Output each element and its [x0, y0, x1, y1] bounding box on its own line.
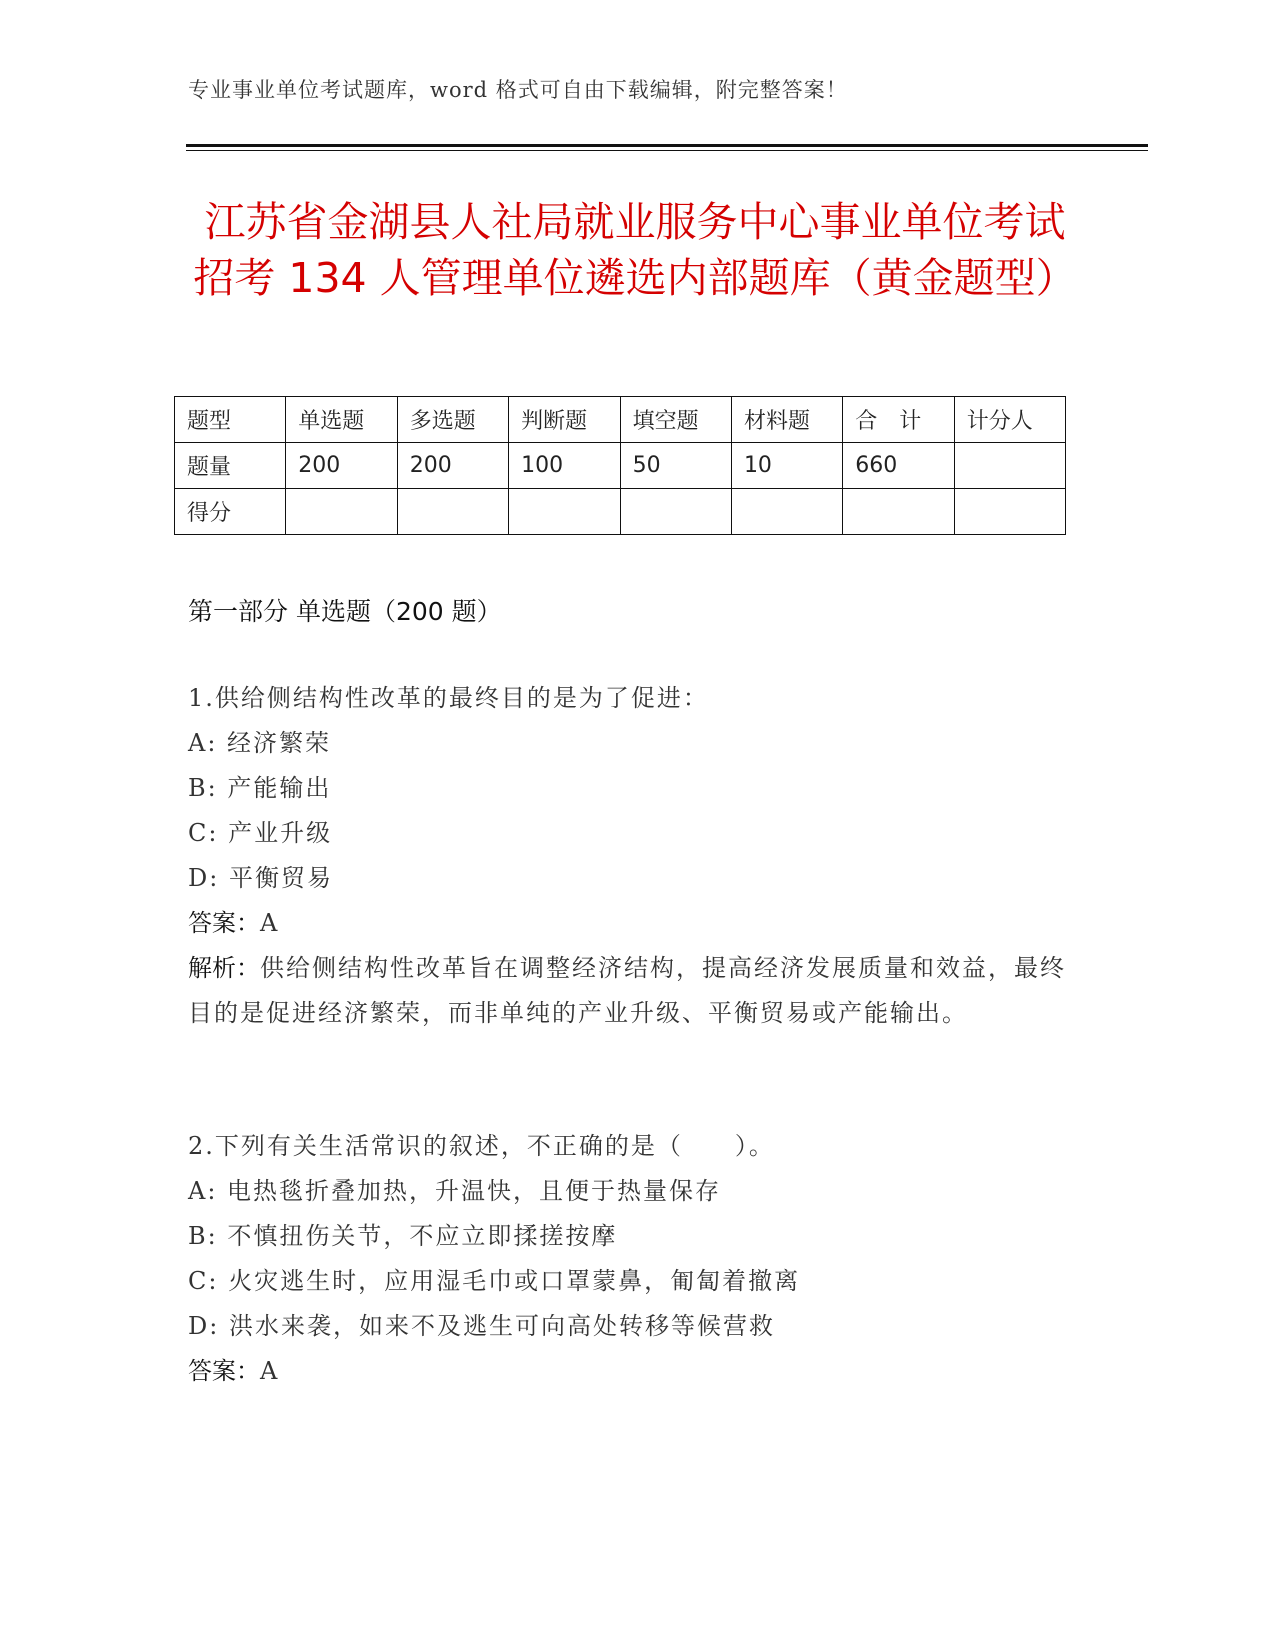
option-d: D: 平衡贸易 — [188, 864, 333, 892]
table-cell — [509, 489, 620, 535]
table-cell: 材料题 — [731, 397, 842, 443]
option-a: A: 电热毯折叠加热，升温快，且便于热量保存 — [188, 1177, 722, 1205]
table-cell — [843, 489, 954, 535]
explanation-text: 供给侧结构性改革旨在调整经济结构，提高经济发展质量和效益，最终目的是促进经济繁荣，而非单纯的产业升级、平衡贸易或产能输出。 — [188, 954, 1066, 1027]
table-row-count — [175, 443, 1066, 489]
table-cell — [620, 489, 731, 535]
answer-value: A — [260, 909, 280, 937]
table-cell — [286, 489, 397, 535]
table-cell: 题量 — [175, 443, 286, 489]
option-c: C: 火灾逃生时，应用湿毛巾或口罩蒙鼻，匍匐着撤离 — [188, 1267, 801, 1295]
table-cell: 50 — [620, 443, 731, 489]
option-b: B: 不慎扭伤关节，不应立即揉搓按摩 — [188, 1222, 618, 1250]
table-cell — [954, 489, 1065, 535]
table-cell: 200 — [397, 443, 508, 489]
question-2 — [188, 1124, 1068, 1394]
option-b: B: 产能输出 — [188, 774, 332, 802]
explanation — [188, 946, 1068, 1036]
header-rule-thick — [186, 144, 1148, 147]
table-cell: 200 — [286, 443, 397, 489]
answer-label: 答案： — [188, 1357, 260, 1385]
table-cell: 判断题 — [509, 397, 620, 443]
answer-label: 答案： — [188, 909, 260, 937]
table-cell — [954, 443, 1065, 489]
table-cell: 660 — [843, 443, 954, 489]
question-1 — [188, 676, 1068, 1036]
option-d: D: 洪水来袭，如来不及逃生可向高处转移等候营救 — [188, 1312, 775, 1340]
table-row-header — [175, 397, 1066, 443]
header-note: 专业事业单位考试题库，word 格式可自由下载编辑，附完整答案！ — [188, 78, 848, 102]
table-cell: 多选题 — [397, 397, 508, 443]
table-cell: 10 — [731, 443, 842, 489]
option-c: C: 产业升级 — [188, 819, 333, 847]
table-cell: 计分人 — [954, 397, 1065, 443]
table-cell: 100 — [509, 443, 620, 489]
page-title: 江苏省金湖县人社局就业服务中心事业单位考试招考 134 人管理单位遴选内部题库（黄金题型） — [193, 198, 1077, 302]
table-cell: 填空题 — [620, 397, 731, 443]
section-title: 第一部分 单选题（200 题） — [188, 597, 502, 626]
table-cell: 单选题 — [286, 397, 397, 443]
table-cell: 得分 — [175, 489, 286, 535]
explanation-label: 解析： — [188, 954, 260, 982]
table-cell — [731, 489, 842, 535]
table-row-score — [175, 489, 1066, 535]
table-cell — [397, 489, 508, 535]
answer-value: A — [260, 1357, 280, 1385]
option-a: A: 经济繁荣 — [188, 729, 332, 757]
score-table — [174, 396, 1066, 535]
header-rule-thin — [186, 150, 1148, 151]
table-cell: 合 计 — [843, 397, 954, 443]
question-stem: 2.下列有关生活常识的叙述，不正确的是（ ）。 — [188, 1132, 775, 1160]
answer-line — [188, 901, 1068, 946]
table-cell: 题型 — [175, 397, 286, 443]
answer-line — [188, 1349, 1068, 1394]
question-stem: 1.供给侧结构性改革的最终目的是为了促进： — [188, 684, 709, 712]
